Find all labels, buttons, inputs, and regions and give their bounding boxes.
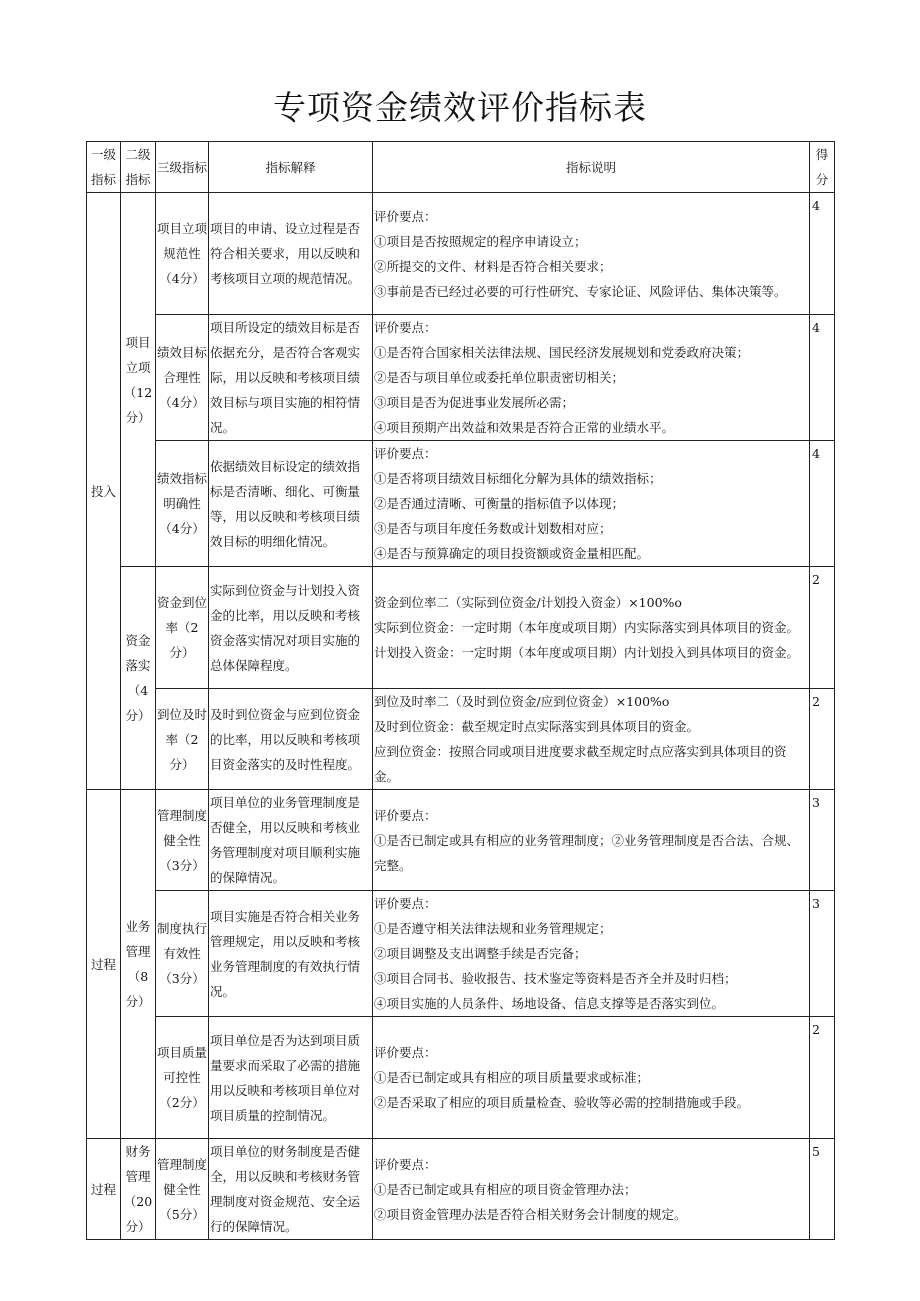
description-line: ②项目资金管理办法是否符合相关财务会计制度的规定。 (374, 1206, 687, 1222)
explanation-cell: 项目单位是否为达到项目质量要求而采取了必需的措施用以反映和考核项目单位对项目质量的控制情况。 (209, 1017, 373, 1139)
table-row (87, 193, 835, 315)
level3-cell: 绩效指标明确性（4分） (156, 441, 209, 567)
description-line: 评价要点： (374, 208, 437, 224)
score-cell: 4 (810, 315, 835, 441)
header-score: 得分 (810, 142, 835, 193)
score-cell: 2 (810, 1017, 835, 1139)
description-cell (373, 315, 810, 441)
description-line: 评价要点： (374, 1045, 437, 1060)
explanation-cell: 项目所设定的绩效目标是否依据充分，是否符合客观实际，用以反映和考核项目绩效目标与项目实施的相符情况。 (209, 315, 373, 441)
description-line: ②是否通过清晰、可衡量的指标值予以体现； (374, 496, 625, 511)
level2-cell: 资金落实（4分） (121, 567, 156, 790)
table-row (87, 891, 835, 1017)
description-line: ①项目是否按照规定的程序申请设立； (374, 233, 587, 249)
description-line: 评价要点： (374, 1156, 437, 1172)
table-row (87, 689, 835, 790)
description-line: ①是否已制定或具有相应的业务管理制度；②业务管理制度是否合法、合规、完整。 (374, 832, 800, 873)
description-cell (373, 689, 810, 790)
description-cell (373, 567, 810, 689)
description-cell (373, 193, 810, 315)
description-cell (373, 441, 810, 567)
explanation-cell: 项目的申请、设立过程是否符合相关要求，用以反映和考核项目立项的规范情况。 (209, 193, 373, 315)
description-line: ④是否与预算确定的项目投资额或资金量相匹配。 (374, 546, 650, 561)
score-cell: 2 (810, 689, 835, 790)
description-line: ①是否已制定或具有相应的项目资金管理办法； (374, 1181, 637, 1197)
description-line: ④项目预期产出效益和效果是否符合正常的业绩水平。 (374, 420, 675, 435)
explanation-cell: 项目实施是否符合相关业务管理规定，用以反映和考核业务管理制度的有效执行情况。 (209, 891, 373, 1017)
level3-cell: 管理制度健全性（3分） (156, 790, 209, 891)
score-cell: 3 (810, 891, 835, 1017)
level2-cell: 财务管理（20分） (121, 1139, 156, 1240)
description-line: 及时到位资金：截至规定时点实际落实到具体项目的资金。 (374, 719, 700, 734)
description-line: 到位及时率二（及时到位资金/应到位资金）×100%o (374, 694, 670, 709)
table-row (87, 567, 835, 689)
level3-cell: 资金到位率（2分） (156, 567, 209, 689)
description-line: ①是否将项目绩效目标细化分解为具体的绩效指标； (374, 471, 662, 486)
description-line: 资金到位率二（实际到位资金/计划投入资金）×100%o (374, 595, 682, 610)
table-row (87, 441, 835, 567)
explanation-cell: 依据绩效目标设定的绩效指标是否清晰、细化、可衡量等，用以反映和考核项目绩效目标的明细化情况。 (209, 441, 373, 567)
page-title: 专项资金绩效评价指标表 (273, 88, 647, 127)
description-line: ②所提交的文件、材料是否符合相关要求； (374, 258, 612, 274)
header-description: 指标说明 (373, 142, 810, 193)
description-cell (373, 1017, 810, 1139)
explanation-cell: 项目单位的业务管理制度是否健全，用以反映和考核业务管理制度对项目顺利实施的保障情况。 (209, 790, 373, 891)
level3-cell: 到位及时率（2分） (156, 689, 209, 790)
description-line: ③项目合同书、验收报告、技术鉴定等资料是否齐全并及时归档； (374, 971, 737, 986)
description-line: ①是否符合国家相关法律法规、国民经济发展规划和党委政府决策； (374, 345, 750, 360)
header-row (87, 142, 835, 193)
table-row (87, 1017, 835, 1139)
level3-cell: 项目立项规范性（4分） (156, 193, 209, 315)
score-cell: 5 (810, 1139, 835, 1240)
score-cell: 4 (810, 193, 835, 315)
indicator-table (86, 141, 835, 1240)
header-level3: 三级指标 (156, 142, 209, 193)
description-line: ①是否遵守相关法律法规和业务管理规定； (374, 921, 612, 936)
level3-cell: 项目质量可控性（2分） (156, 1017, 209, 1139)
description-line: ③项目是否为促进事业发展所必需； (374, 395, 575, 410)
description-line: 评价要点： (374, 807, 437, 823)
description-line: ②是否采取了相应的项目质量检查、验收等必需的控制措施或手段。 (374, 1095, 750, 1110)
level2-cell: 项目立项（12分） (121, 193, 156, 567)
table-row (87, 790, 835, 891)
table-row (87, 1139, 835, 1240)
description-cell (373, 891, 810, 1017)
description-line: ③是否与项目年度任务数或计划数相对应； (374, 521, 612, 536)
level1-cell: 过程 (87, 1139, 121, 1240)
description-line: 评价要点： (374, 446, 437, 461)
description-line: 实际到位资金：一定时期（本年度或项目期）内实际落实到具体项目的资金。 (374, 620, 800, 635)
level3-cell: 绩效目标合理性（4分） (156, 315, 209, 441)
table-row (87, 315, 835, 441)
level3-cell: 制度执行有效性（3分） (156, 891, 209, 1017)
level2-cell: 业务管理（8分） (121, 790, 156, 1139)
description-line: 计划投入资金：一定时期（本年度或项目期）内计划投入到具体项目的资金。 (374, 645, 800, 660)
explanation-cell: 实际到位资金与计划投入资金的比率，用以反映和考核资金落实情况对项目实施的总体保障程度。 (209, 567, 373, 689)
description-cell (373, 1139, 810, 1240)
description-line: 评价要点： (374, 320, 437, 335)
level3-cell: 管理制度健全性（5分） (156, 1139, 209, 1240)
description-line: ③事前是否已经过必要的可行性研究、专家论证、风险评估、集体决策等。 (374, 283, 787, 299)
level1-cell: 过程 (87, 790, 121, 1139)
description-line: ①是否已制定或具有相应的项目质量要求或标准； (374, 1070, 650, 1085)
explanation-cell: 项目单位的财务制度是否健全，用以反映和考核财务管理制度对资金规范、安全运行的保障情况。 (209, 1139, 373, 1240)
score-cell: 3 (810, 790, 835, 891)
level1-cell: 投入 (87, 193, 121, 790)
description-line: 应到位资金：按照合同或项目进度要求截至规定时点应落实到具体项目的资金。 (374, 744, 787, 784)
explanation-cell: 及时到位资金与应到位资金的比率，用以反映和考核项目资金落实的及时性程度。 (209, 689, 373, 790)
header-level2: 二级指标 (121, 142, 156, 193)
score-cell: 4 (810, 441, 835, 567)
score-cell: 2 (810, 567, 835, 689)
header-explanation: 指标解释 (209, 142, 373, 193)
description-line: 评价要点： (374, 896, 437, 911)
description-cell (373, 790, 810, 891)
description-line: ④项目实施的人员条件、场地设备、信息支撑等是否落实到位。 (374, 996, 725, 1011)
header-level1: 一级指标 (87, 142, 121, 193)
description-line: ②项目调整及支出调整手续是否完备； (374, 946, 587, 961)
description-line: ②是否与项目单位或委托单位职责密切相关； (374, 370, 625, 385)
